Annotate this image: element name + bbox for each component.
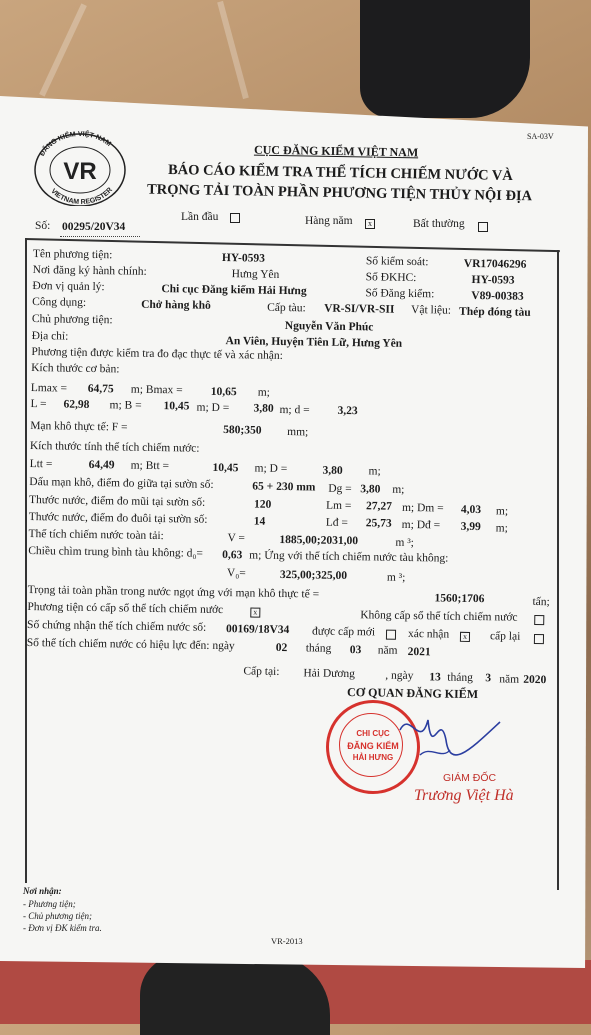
mid-frame-label: Dấu mạn khô, điểm đo giữa tại sườn số: xyxy=(29,476,214,491)
lmax: 64,75 xyxy=(87,382,114,396)
year-label: năm xyxy=(377,644,398,657)
valid-year: 2021 xyxy=(407,645,431,659)
unscheduled-inspection-label: Bất thường xyxy=(413,218,465,230)
seal-text: ĐĂNG KIỂM xyxy=(347,741,399,751)
aft-frame: 14 xyxy=(253,515,266,528)
dkhc: HY-0593 xyxy=(471,273,515,287)
D2-label: m; D = xyxy=(254,462,288,476)
unit-m: m; xyxy=(495,505,509,518)
cert-no: 00169/18V34 xyxy=(225,623,290,637)
day-label: , ngày xyxy=(385,669,414,683)
confirm-label: xác nhận xyxy=(407,627,450,641)
bmax-label: m; Bmax = xyxy=(130,383,183,397)
annual-inspection-label: Hàng năm xyxy=(305,215,353,227)
report-number: 00295/20V34 xyxy=(62,221,126,233)
fore-frame: 120 xyxy=(253,498,272,511)
admin-place-label: Nơi đăng ký hành chính: xyxy=(32,264,147,278)
unit-m: m; xyxy=(495,522,508,535)
Lm-value: 27,27 xyxy=(365,500,392,513)
reissue-label: cấp lại xyxy=(489,630,521,643)
confirm-checkbox: x xyxy=(460,632,470,642)
unit-m: m; xyxy=(257,386,271,399)
director-title: GIÁM ĐỐC xyxy=(443,772,497,784)
recipient-item: - Chủ phương tiện; xyxy=(23,911,92,921)
new-issue-checkbox xyxy=(386,630,396,640)
dark-cloth xyxy=(360,0,530,118)
has-cert-label: Phương tiện có cấp sổ thể tích chiếm nước xyxy=(27,601,224,617)
issue-year: 2020 xyxy=(523,673,547,687)
unit-m: m; xyxy=(392,483,405,496)
signature-scribble xyxy=(380,700,510,780)
Lm-label: Lm = xyxy=(325,499,352,513)
first-inspection-checkbox xyxy=(230,213,240,223)
B-label: m; B = xyxy=(109,399,142,412)
svg-text:VIETNAM REGISTER: VIETNAM REGISTER xyxy=(49,186,114,206)
Dd-value: 3,99 xyxy=(460,520,481,534)
Ld-value: 25,73 xyxy=(365,517,392,530)
D-label: m; D = xyxy=(196,401,230,415)
fore-frame-label: Thước nước, điểm đo mũi tại sườn số: xyxy=(28,494,206,509)
dkhc-label: Số ĐKHC: xyxy=(365,271,417,285)
V0-value: 325,00;325,00 xyxy=(279,568,348,583)
measured-note: Phương tiện được kiểm tra đo đạc thực tế và xác nhận: xyxy=(31,346,283,362)
form-border-left xyxy=(25,238,27,883)
material: Thép đóng tàu xyxy=(458,305,531,319)
V-value: 1885,00;2031,00 xyxy=(279,533,359,548)
seal-text: HẢI HƯNG xyxy=(352,753,394,762)
aft-frame-label: Thước nước, điểm đo đuôi tại sườn số: xyxy=(28,511,208,526)
vessel-class: VR-SI/VR-SII xyxy=(324,302,395,316)
F-label: Mạn khô thực tế: F = xyxy=(30,420,128,434)
unit-label: Đơn vị quản lý: xyxy=(32,280,105,294)
issued-at: Hải Dương xyxy=(303,667,356,681)
issue-month: 3 xyxy=(485,672,492,685)
year-label: năm xyxy=(499,673,520,686)
Ld-label: Lđ = xyxy=(325,516,348,530)
control-no: VR17046296 xyxy=(463,257,527,271)
recipients-title: Nơi nhận: xyxy=(23,886,62,896)
no-cert-checkbox xyxy=(534,615,544,625)
D-value: 3,80 xyxy=(253,402,274,415)
B-value: 10,45 xyxy=(163,400,190,413)
V-label: V = xyxy=(227,532,246,545)
unit-ton: tấn; xyxy=(532,595,550,609)
svg-text:VR: VR xyxy=(63,158,97,185)
unit-mm: mm; xyxy=(287,426,309,439)
calc-dims-label: Kích thước tính thể tích chiếm nước: xyxy=(29,440,200,455)
unit-m3: m ³; xyxy=(386,571,406,584)
unit: Chi cục Đăng kiểm Hải Hưng xyxy=(161,283,307,298)
bmax: 10,65 xyxy=(210,385,237,399)
Dm-label: m; Dm = xyxy=(401,501,444,515)
volume-label: Thể tích chiếm nước toàn tải: xyxy=(28,528,164,543)
owner: Nguyễn Văn Phúc xyxy=(284,320,374,334)
reg-no: V89-00383 xyxy=(471,289,524,303)
cert-no-label: Số chứng nhận thể tích chiếm nước số: xyxy=(27,619,207,634)
report-title-line2: TRỌNG TẢI TOÀN PHẦN PHƯƠNG TIỆN THỦY NỘI ĐỊA xyxy=(146,181,533,205)
Dg-value: 3,80 xyxy=(360,483,381,496)
admin-place: Hưng Yên xyxy=(231,268,280,281)
Btt-label: m; Btt = xyxy=(130,459,170,473)
Btt-value: 10,45 xyxy=(212,461,239,475)
usage: Chở hàng khô xyxy=(141,298,211,312)
basic-dims-label: Kích thước cơ bản: xyxy=(31,362,120,376)
first-inspection-label: Lần đầu xyxy=(181,211,219,223)
dwt-label: Trọng tải toàn phần trong nước ngọt ứng với mạn khô thực tế = xyxy=(27,584,320,601)
d-value: 3,23 xyxy=(337,404,358,418)
footer-code: VR-2013 xyxy=(271,936,303,946)
D2-value: 3,80 xyxy=(322,464,343,477)
owner-label: Chủ phương tiện: xyxy=(31,313,113,327)
report-title-line1: BÁO CÁO KIỂM TRA THỂ TÍCH CHIẾM NƯỚC VÀ xyxy=(167,161,513,185)
has-cert-checkbox: x xyxy=(250,608,260,618)
svg-text:ĐĂNG KIỂM VIỆT NAM: ĐĂNG KIỂM VIỆT NAM xyxy=(38,130,113,158)
L-label: L = xyxy=(30,398,47,411)
floor-seam xyxy=(39,3,87,96)
Dg-label: Dg = xyxy=(328,482,352,496)
unit-m: m; xyxy=(368,465,381,478)
signing-org: CƠ QUAN ĐĂNG KIỂM xyxy=(346,685,479,702)
V0-label: V₀= xyxy=(226,567,246,580)
Dm-value: 4,03 xyxy=(460,503,482,517)
Ltt-label: Ltt = xyxy=(29,458,53,471)
reg-no-label: Số Đăng kiểm: xyxy=(365,287,435,301)
form-code: SA-03V xyxy=(527,132,554,141)
L-value: 62,98 xyxy=(63,398,90,411)
reissue-checkbox xyxy=(534,634,544,644)
month-label: tháng xyxy=(305,642,332,655)
shoe xyxy=(140,955,330,1035)
validity-label: Sổ thể tích chiếm nước có hiệu lực đến: ngày xyxy=(26,636,235,653)
vr-logo-icon xyxy=(30,128,130,206)
director-name: Trương Việt Hà xyxy=(414,787,514,804)
annual-inspection-checkbox: x xyxy=(365,219,375,229)
recipient-item: - Đơn vị ĐK kiểm tra. xyxy=(23,923,102,933)
dotted-line xyxy=(60,236,140,237)
unscheduled-inspection-checkbox xyxy=(478,222,488,232)
class-label: Cấp tàu: xyxy=(267,301,306,315)
floor-seam xyxy=(217,1,249,99)
F-value: 580;350 xyxy=(223,424,262,437)
report-number-label: Số: xyxy=(35,220,51,232)
no-cert-label: Không cấp sổ thể tích chiếm nước xyxy=(360,609,518,624)
d0-tail: m; Ứng với thể tích chiếm nước tàu không: xyxy=(249,549,449,565)
usage-label: Công dụng: xyxy=(32,296,87,309)
d-label: m; d = xyxy=(279,403,310,417)
valid-month: 03 xyxy=(349,644,362,657)
mid-frame: 65 + 230 mm xyxy=(252,480,316,494)
seal-text: CHI CỤC xyxy=(356,729,390,738)
form-border-right xyxy=(557,250,559,890)
address: An Viên, Huyện Tiên Lữ, Hưng Yên xyxy=(225,335,403,350)
month-label: tháng xyxy=(447,671,473,685)
issue-day: 13 xyxy=(429,671,441,684)
new-issue-label: được cấp mới xyxy=(311,625,376,639)
vessel-name-label: Tên phương tiện: xyxy=(32,248,113,262)
recipient-item: - Phương tiện; xyxy=(23,899,76,909)
material-label: Vật liệu: xyxy=(411,303,452,317)
unit-m3: m ³; xyxy=(395,536,415,550)
control-no-label: Số kiểm soát: xyxy=(365,255,429,269)
Dd-label: m; Dđ = xyxy=(401,518,441,532)
agency-name: CỤC ĐĂNG KIỂM VIỆT NAM xyxy=(253,142,419,160)
vessel-name: HY-0593 xyxy=(221,252,266,265)
Ltt-value: 64,49 xyxy=(88,458,115,472)
valid-day: 02 xyxy=(275,641,288,655)
issued-at-label: Cấp tại: xyxy=(243,665,280,678)
dwt-value: 1560;1706 xyxy=(434,592,485,606)
d0-value: 0,63 xyxy=(222,549,243,562)
d0-label: Chiều chìm trung bình tàu không: d₀= xyxy=(28,545,204,560)
lmax-label: Lmax = xyxy=(30,382,68,395)
address-label: Địa chỉ: xyxy=(31,330,69,343)
